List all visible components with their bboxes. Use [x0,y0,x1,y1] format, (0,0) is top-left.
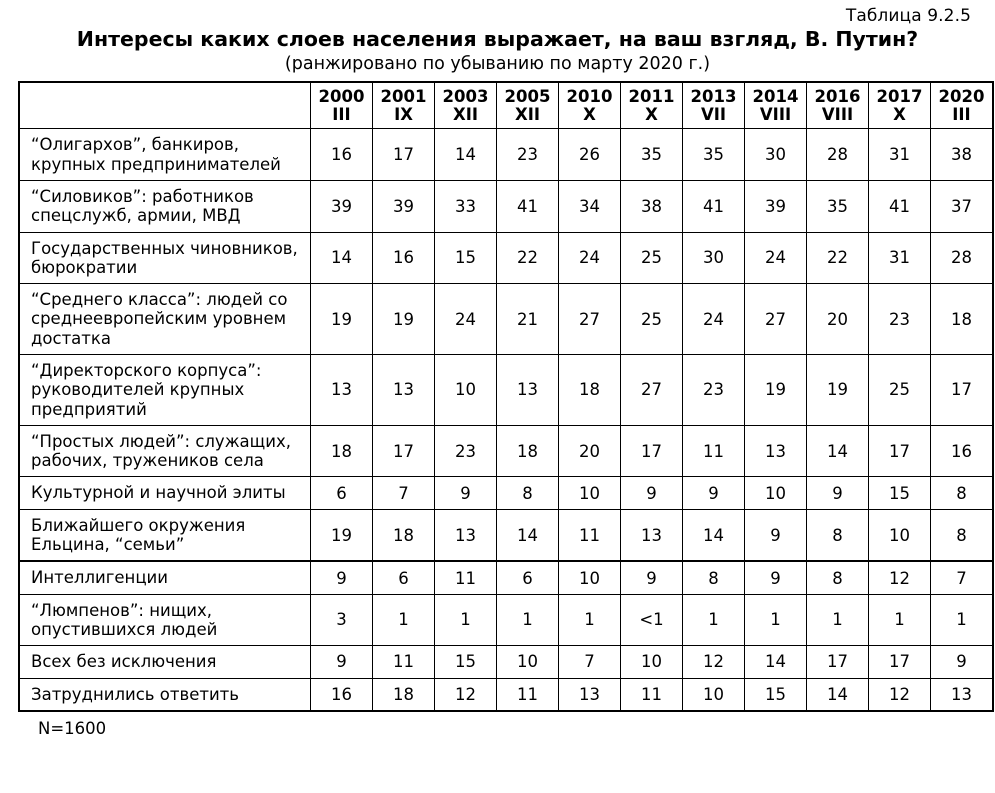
table-header-row [19,82,993,129]
table-cell: 17 [807,646,869,678]
table-cell: 13 [373,354,435,425]
table-cell: 14 [683,509,745,561]
sample-size-note: N=1600 [38,718,107,738]
table-cell: 14 [311,232,373,284]
table-cell: 41 [683,180,745,232]
column-header-month: III [952,104,971,124]
table-cell: 6 [497,561,559,594]
table-cell: 14 [807,425,869,477]
table-cell: 15 [435,646,497,678]
table-cell: 17 [621,425,683,477]
table-cell: 18 [559,354,621,425]
column-header [311,82,373,129]
table-cell: 10 [683,678,745,711]
row-label: Всех без исключения [19,646,311,678]
table-row [19,284,993,355]
table-cell: 34 [559,180,621,232]
table-cell: 1 [807,594,869,646]
column-header-month: XII [453,104,478,124]
table-cell: 24 [559,232,621,284]
table-cell: 16 [373,232,435,284]
row-label: Ближайшего окружения Ельцина, “семьи” [19,509,311,561]
table-cell: 9 [807,477,869,509]
table-cell: 18 [497,425,559,477]
table-cell: 16 [311,678,373,711]
table-cell: 1 [559,594,621,646]
table-cell: 16 [311,129,373,181]
data-table [18,81,994,712]
table-cell: 14 [807,678,869,711]
table-row [19,646,993,678]
table-cell: 22 [497,232,559,284]
table-cell: 17 [869,425,931,477]
table-cell: 20 [559,425,621,477]
table-cell: 7 [559,646,621,678]
table-cell: 7 [931,561,994,594]
table-cell: 13 [435,509,497,561]
column-header [373,82,435,129]
table-body [19,129,993,711]
table-row [19,561,993,594]
table-cell: 15 [869,477,931,509]
table-cell: 10 [621,646,683,678]
table-cell: 30 [745,129,807,181]
row-header-corner [19,82,311,129]
table-cell: 28 [807,129,869,181]
table-cell: 26 [559,129,621,181]
column-header [869,82,931,129]
table-cell: 12 [435,678,497,711]
row-label: “Простых людей”: служащих, рабочих, тружеников села [19,425,311,477]
table-cell: 27 [559,284,621,355]
table-cell: 18 [373,678,435,711]
column-header-month: XII [515,104,540,124]
table-cell: 33 [435,180,497,232]
table-cell: 35 [683,129,745,181]
table-cell: 13 [311,354,373,425]
column-header-year: 2003 [442,86,489,106]
column-header-year: 2017 [876,86,923,106]
row-label: Интеллигенции [19,561,311,594]
table-cell: 9 [311,646,373,678]
column-header-year: 2000 [318,86,365,106]
column-header-month: III [332,104,351,124]
column-header-year: 2016 [814,86,861,106]
table-cell: 9 [745,509,807,561]
row-label: “Олигархов”, банкиров, крупных предпринимателей [19,129,311,181]
table-cell: 41 [497,180,559,232]
table-cell: 25 [621,232,683,284]
table-cell: 9 [745,561,807,594]
table-cell: 17 [373,129,435,181]
column-header-month: IX [394,104,413,124]
page-subtitle: (ранжировано по убыванию по марту 2020 г.) [284,53,711,74]
table-cell: 13 [931,678,994,711]
table-cell: 17 [931,354,994,425]
table-cell: 23 [683,354,745,425]
table-cell: 38 [621,180,683,232]
table-row [19,232,993,284]
table-cell: 20 [807,284,869,355]
table-cell: 11 [435,561,497,594]
table-cell: 30 [683,232,745,284]
table-cell: 6 [311,477,373,509]
column-header-year: 2013 [690,86,737,106]
table-cell: 21 [497,284,559,355]
table-cell: 1 [931,594,994,646]
row-label: Затруднились ответить [19,678,311,711]
table-cell: 9 [683,477,745,509]
table-cell: 10 [745,477,807,509]
table-cell: 27 [621,354,683,425]
table-row [19,509,993,561]
table-cell: 12 [869,561,931,594]
table-cell: 18 [373,509,435,561]
table-cell: 8 [931,509,994,561]
table-cell: 12 [683,646,745,678]
table-cell: 8 [683,561,745,594]
column-header-month: X [583,104,596,124]
table-cell: 8 [497,477,559,509]
table-cell: 18 [931,284,994,355]
column-header-year: 2005 [504,86,551,106]
table-header [19,82,993,129]
table-cell: 14 [745,646,807,678]
table-cell: 10 [559,561,621,594]
table-cell: 19 [745,354,807,425]
table-cell: 14 [435,129,497,181]
table-cell: 15 [435,232,497,284]
table-number: Таблица 9.2.5 [845,6,971,26]
column-header [745,82,807,129]
table-cell: 35 [807,180,869,232]
table-cell: 9 [931,646,994,678]
table-cell: 24 [435,284,497,355]
table-cell: 3 [311,594,373,646]
table-cell: 24 [683,284,745,355]
table-cell: 14 [497,509,559,561]
table-cell: 9 [621,561,683,594]
table-cell: <1 [621,594,683,646]
column-header [497,82,559,129]
table-cell: 7 [373,477,435,509]
table-cell: 1 [745,594,807,646]
table-cell: 17 [373,425,435,477]
table-cell: 11 [683,425,745,477]
column-header-year: 2014 [752,86,799,106]
column-header [807,82,869,129]
column-header [931,82,994,129]
table-cell: 23 [869,284,931,355]
table-cell: 23 [435,425,497,477]
table-cell: 10 [435,354,497,425]
column-header-year: 2020 [938,86,985,106]
table-cell: 13 [497,354,559,425]
table-cell: 9 [435,477,497,509]
table-cell: 27 [745,284,807,355]
column-header-year: 2010 [566,86,613,106]
table-cell: 11 [559,509,621,561]
table-cell: 1 [373,594,435,646]
column-header [683,82,745,129]
table-cell: 38 [931,129,994,181]
table-cell: 9 [311,561,373,594]
table-cell: 35 [621,129,683,181]
page-title: Интересы каких слоев населения выражает, на ваш взгляд, В. Путин? [76,27,919,51]
row-label: “Среднего класса”: людей со среднеевропейским уровнем достатка [19,284,311,355]
table-cell: 10 [497,646,559,678]
row-label: “Люмпенов”: нищих, опустившихся людей [19,594,311,646]
table-row [19,477,993,509]
table-cell: 1 [435,594,497,646]
row-label: Государственных чиновников, бюрократии [19,232,311,284]
column-header [621,82,683,129]
table-cell: 8 [807,509,869,561]
table-cell: 13 [559,678,621,711]
table-cell: 37 [931,180,994,232]
table-cell: 25 [621,284,683,355]
table-cell: 13 [745,425,807,477]
table-cell: 12 [869,678,931,711]
table-cell: 39 [311,180,373,232]
column-header [435,82,497,129]
table-cell: 18 [311,425,373,477]
column-header-month: VII [700,104,727,124]
table-cell: 22 [807,232,869,284]
table-row [19,594,993,646]
column-header-month: X [893,104,906,124]
table-cell: 19 [311,509,373,561]
column-header-month: VIII [759,104,792,124]
table-cell: 11 [621,678,683,711]
table-cell: 31 [869,129,931,181]
table-cell: 1 [497,594,559,646]
row-label: Культурной и научной элиты [19,477,311,509]
table-cell: 28 [931,232,994,284]
table-cell: 23 [497,129,559,181]
table-cell: 17 [869,646,931,678]
table-cell: 19 [311,284,373,355]
table-cell: 8 [931,477,994,509]
table-cell: 25 [869,354,931,425]
table-cell: 11 [497,678,559,711]
table-row [19,180,993,232]
column-header-month: VIII [821,104,854,124]
table-cell: 1 [683,594,745,646]
table-cell: 15 [745,678,807,711]
table-cell: 9 [621,477,683,509]
table-row [19,129,993,181]
row-label: “Директорского корпуса”: руководителей крупных предприятий [19,354,311,425]
table-cell: 16 [931,425,994,477]
row-label: “Силовиков”: работников спецслужб, армии, МВД [19,180,311,232]
table-row [19,354,993,425]
table-cell: 8 [807,561,869,594]
table-cell: 10 [869,509,931,561]
table-cell: 1 [869,594,931,646]
table-cell: 24 [745,232,807,284]
table-cell: 39 [745,180,807,232]
table-row [19,678,993,711]
table-cell: 6 [373,561,435,594]
table-cell: 39 [373,180,435,232]
column-header [559,82,621,129]
column-header-year: 2001 [380,86,427,106]
column-header-year: 2011 [628,86,675,106]
column-header-month: X [645,104,658,124]
table-cell: 19 [807,354,869,425]
table-cell: 31 [869,232,931,284]
table-cell: 13 [621,509,683,561]
table-cell: 19 [373,284,435,355]
table-cell: 11 [373,646,435,678]
table-cell: 41 [869,180,931,232]
table-cell: 10 [559,477,621,509]
table-row [19,425,993,477]
